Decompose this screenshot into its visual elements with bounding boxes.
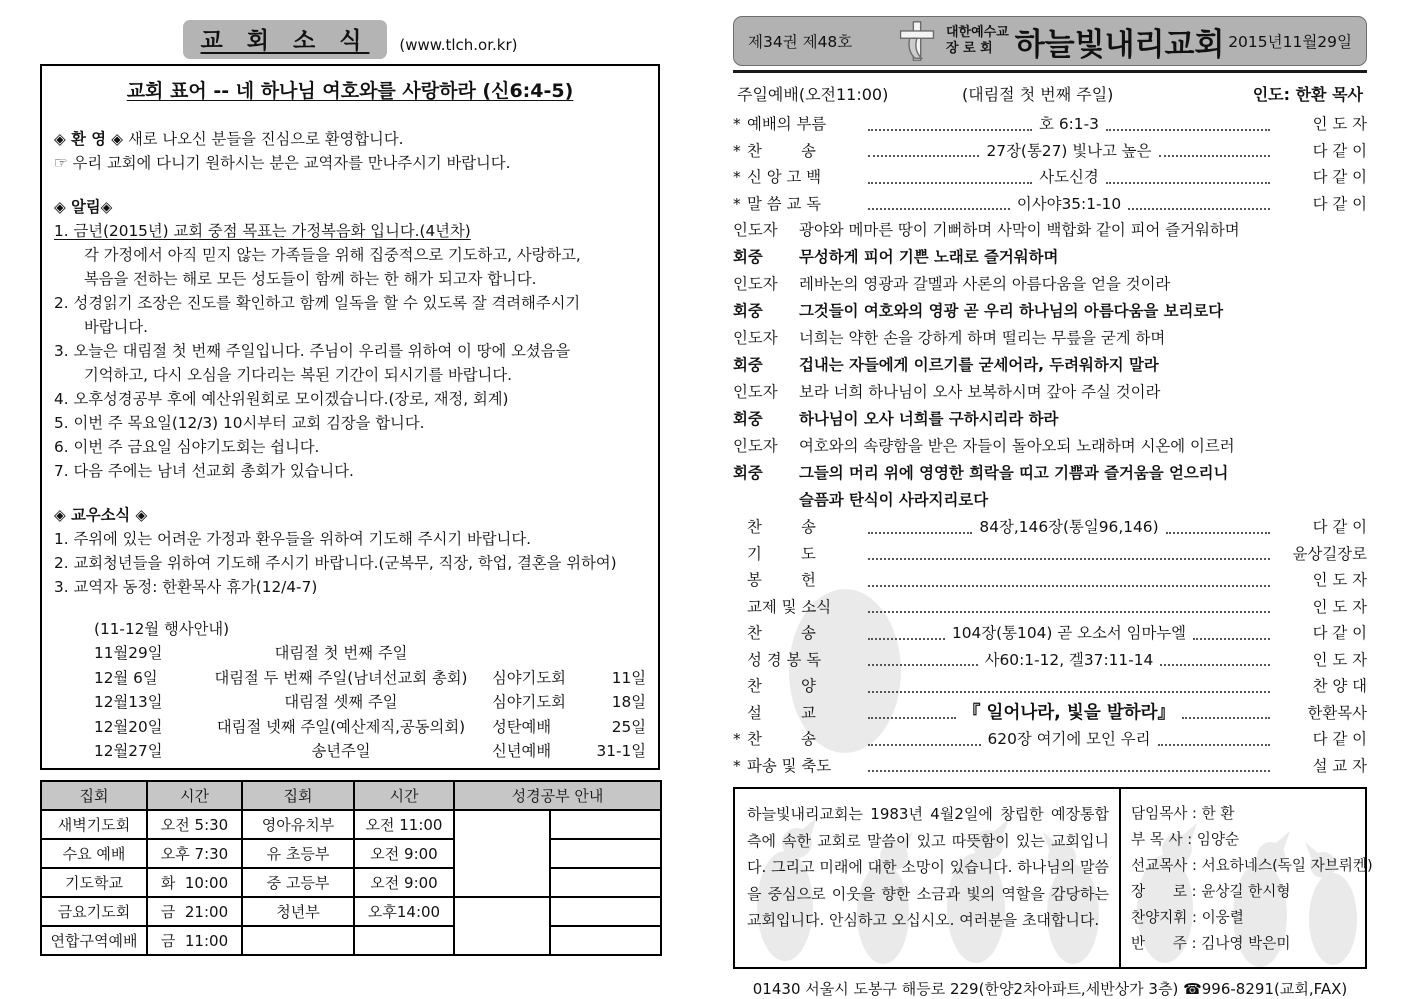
reading-role: 인도자 xyxy=(733,221,778,239)
dotted-leader xyxy=(1160,663,1270,666)
liturgy-item-label: 찬 송 xyxy=(747,730,816,748)
event-row xyxy=(94,715,646,740)
dotted-leader xyxy=(1159,154,1270,157)
dotted-leader xyxy=(1106,181,1270,184)
col-header: 집회 xyxy=(41,781,147,810)
staff-line: 찬양지휘 : 이웅렬 xyxy=(1131,909,1244,926)
reading-text: 너희는 약한 손을 강하게 하며 떨리는 무릎을 굳게 하며 xyxy=(799,329,1166,347)
church-news-title: 교 회 소 식 xyxy=(183,20,388,59)
reading-text: 보라 너희 하나님이 오사 보복하시며 갚아 주실 것이라 xyxy=(799,383,1161,401)
liturgy-line xyxy=(733,620,1367,647)
table-header-row xyxy=(41,781,661,810)
schedule-cell: 수요 예배 xyxy=(41,839,147,868)
notices-heading: ◈ 알림◈ xyxy=(54,198,113,216)
schedule-cell: 오후14:00 xyxy=(354,897,454,926)
event-extra: 성탄예배 xyxy=(492,717,552,736)
bible-study-cell xyxy=(454,897,550,955)
dotted-leader xyxy=(868,531,972,534)
star-mark: * xyxy=(733,730,741,748)
liturgy-item-label: 찬 송 xyxy=(747,624,816,642)
star-mark: * xyxy=(733,756,741,775)
liturgy-item-label: 말 씀 교 독 xyxy=(747,194,822,213)
reading-role: 인도자 xyxy=(733,437,778,455)
dotted-leader xyxy=(868,743,981,746)
schedule-cell: 청년부 xyxy=(242,897,354,926)
schedule-cell xyxy=(354,926,454,955)
col-header: 시간 xyxy=(354,781,454,810)
guide-line: ☞ 우리 교회에 다니기 원하시는 분은 교역자를 만나주시기 바랍니다. xyxy=(54,154,511,172)
reading-text: 하나님이 오사 너희를 구하시리라 하라 xyxy=(799,410,1059,428)
responsive-reading-line xyxy=(733,352,1367,379)
reading-role: 회중 xyxy=(733,410,763,428)
liturgy-item-label: 기 도 xyxy=(747,544,816,563)
reading-role: 회중 xyxy=(733,302,763,320)
liturgy-line xyxy=(733,191,1367,218)
notice-line: 바랍니다. xyxy=(84,318,148,336)
dotted-leader xyxy=(868,769,1270,772)
event-date: 11월29일 xyxy=(94,644,163,662)
reading-text: 그것들이 여호와의 영광 곧 우리 하나님의 아름다움을 보리로다 xyxy=(799,302,1224,320)
bible-study-cell xyxy=(550,810,661,839)
liturgy-line xyxy=(733,647,1367,674)
liturgy-performer: 한환목사 xyxy=(1307,703,1368,722)
event-date: 12월27일 xyxy=(94,742,163,760)
dotted-leader xyxy=(868,584,1270,587)
reading-role: 인도자 xyxy=(733,329,778,347)
schedule-cell: 금 11:00 xyxy=(147,926,242,955)
spacer xyxy=(54,175,646,195)
staff-line: 반 주 : 김나영 박은미 xyxy=(1131,935,1291,952)
event-row xyxy=(94,690,646,715)
reading-text: 무성하게 피어 기쁜 노래로 즐거워하며 xyxy=(799,248,1059,266)
denomination-name: 대한예수교 장 로 회 xyxy=(946,25,1009,56)
service-title: 주일예배(오전11:00) xyxy=(737,85,889,104)
dotted-leader xyxy=(1193,637,1270,640)
liturgy-performer: 인 도 자 xyxy=(1312,571,1367,589)
liturgy-content: 사60:1-12, 겔37:11-14 xyxy=(984,650,1154,669)
notice-line: 4. 오후성경공부 후에 예산위원회로 모이겠습니다.(장로, 재정, 회계) xyxy=(54,390,509,408)
church-intro-text: 하늘빛내리교회는 1983년 4월2일에 창립한 예장통합 측에 속한 교회로 말씀이 있고 따뜻함이 있는 교회입니다. 그리고 미래에 대한 소망이 있습니다. 하나님의 말씀을 중심으로 이웃을 향한 소금과 빛의 역할을 감당하는 교회입니다. 안심하고 오십시오. 여러분을 초대합니다. xyxy=(747,805,1109,929)
star-mark: * xyxy=(733,115,741,133)
liturgy-item-label: 찬 송 xyxy=(747,518,816,536)
liturgy-content: 27장(통27) 빛나고 높은 xyxy=(986,141,1152,160)
event-day: 11일 xyxy=(611,668,646,687)
service-leader: 인도: 한환 목사 xyxy=(1252,85,1363,104)
notice-line: 복음을 전하는 해로 모든 성도들이 함께 하는 한 해가 되고자 합니다. xyxy=(84,270,537,288)
liturgy-line sermon-line xyxy=(733,700,1367,727)
member-news-line: 2. 교회청년들을 위하여 기도해 주시기 바랍니다.(군복무, 직장, 학업, 결혼을 위하여) xyxy=(54,554,617,572)
dotted-leader xyxy=(868,557,1270,560)
liturgy-item-label: 봉 헌 xyxy=(747,571,816,589)
schedule-cell: 연합구역예배 xyxy=(41,926,147,955)
liturgy-line xyxy=(733,164,1367,191)
reading-role: 회중 xyxy=(733,464,763,482)
schedule-cell: 금요기도회 xyxy=(41,897,147,926)
service-season: (대림절 첫 번째 주일) xyxy=(962,85,1114,104)
right-page xyxy=(733,16,1373,999)
liturgy-content: 84장,146장(통일96,146) xyxy=(979,518,1159,536)
left-page xyxy=(40,20,660,956)
star-mark: * xyxy=(733,194,741,213)
schedule-cell: 기도학교 xyxy=(41,868,147,897)
liturgy-performer: 인 도 자 xyxy=(1312,597,1367,616)
event-day: 25일 xyxy=(611,717,646,736)
masthead-rule xyxy=(733,70,1367,73)
dotted-leader xyxy=(868,690,1270,693)
liturgy-item-label: 찬 송 xyxy=(747,141,816,160)
liturgy-line xyxy=(733,594,1367,621)
col-header: 시간 xyxy=(147,781,242,810)
table-row xyxy=(41,839,661,868)
dotted-leader xyxy=(868,128,1032,131)
responsive-reading-line xyxy=(733,298,1367,325)
responsive-reading-line xyxy=(733,244,1367,271)
schedule-cell: 금 21:00 xyxy=(147,897,242,926)
notice-line: 3. 오늘은 대림절 첫 번째 주일입니다. 주님이 우리를 위하여 이 땅에 오셨음을 xyxy=(54,342,571,360)
responsive-reading-line xyxy=(733,406,1367,433)
liturgy-line xyxy=(733,111,1367,138)
table-row xyxy=(41,926,661,955)
left-page-header xyxy=(40,20,660,59)
schedule-cell: 영아유치부 xyxy=(242,810,354,839)
responsive-reading-line xyxy=(733,460,1367,487)
event-day xyxy=(588,641,646,666)
star-mark: * xyxy=(733,141,741,160)
bible-study-cell xyxy=(550,926,661,955)
notice-line: 6. 이번 주 금요일 심야기도회는 쉽니다. xyxy=(54,438,320,456)
event-row xyxy=(94,641,646,666)
event-extra xyxy=(492,641,588,666)
responsive-reading-line xyxy=(733,487,1367,514)
liturgy-item-label: 교제 및 소식 xyxy=(747,597,832,616)
address-line: 01430 서울시 도봉구 해등로 229(한양2차아파트,세반상가 3층) ☎996-8291(교회,FAX) xyxy=(752,980,1348,998)
table-row xyxy=(41,897,661,926)
event-extra: 심야기도회 xyxy=(492,693,566,711)
announcements-box xyxy=(40,64,660,770)
welcome-text: 새로 나오신 분들을 진심으로 환영합니다. xyxy=(127,130,404,148)
liturgy-content: 104장(통104) 곧 오소서 임마누엘 xyxy=(951,624,1187,642)
events-heading: (11-12월 행사안내) xyxy=(94,620,230,638)
bible-study-cell xyxy=(550,868,661,897)
staff-line: 선교목사 : 서요하네스(독일 자브뤼켄) xyxy=(1131,857,1373,874)
member-news-line: 3. 교역자 동정: 한환목사 휴가(12/4-7) xyxy=(54,578,318,596)
notice-line: 1. 금년(2015년) 교회 중점 목표는 가정복음화 입니다.(4년차) xyxy=(54,222,471,240)
event-day: 31-1일 xyxy=(596,742,646,760)
dotted-leader xyxy=(868,663,978,666)
liturgy-performer: 다 같 이 xyxy=(1312,624,1367,642)
schedule-cell: 새벽기도회 xyxy=(41,810,147,839)
table-row xyxy=(41,810,661,839)
event-date: 12월 6일 xyxy=(94,668,158,687)
event-date: 12월13일 xyxy=(94,693,163,711)
reading-role xyxy=(733,487,799,514)
event-date: 12월20일 xyxy=(94,717,163,736)
liturgy-performer: 다 같 이 xyxy=(1312,168,1368,186)
reading-text: 여호와의 속량함을 받은 자들이 돌아오되 노래하며 시온에 이르러 xyxy=(799,437,1235,455)
dotted-leader xyxy=(1128,207,1270,210)
welcome-heading: ◈ 환 영 ◈ xyxy=(54,130,124,148)
staff-list xyxy=(1119,789,1373,967)
dotted-leader xyxy=(868,716,956,719)
event-row xyxy=(94,739,646,764)
bible-study-cell xyxy=(550,897,661,926)
liturgy-performer: 인 도 자 xyxy=(1312,115,1367,133)
spacer xyxy=(54,483,646,503)
dotted-leader xyxy=(868,637,945,640)
event-extra: 신년예배 xyxy=(492,742,552,760)
church-name: 하늘빛내리교회 xyxy=(1014,26,1225,63)
schedule-cell: 오전 5:30 xyxy=(147,810,242,839)
sermon-title: 『 일어나라, 빛을 발하라』 xyxy=(962,702,1176,723)
star-mark: * xyxy=(733,168,741,186)
notice-line: 7. 다음 주에는 남녀 선교회 총회가 있습니다. xyxy=(54,462,354,480)
event-extra: 심야기도회 xyxy=(492,668,566,687)
table-row xyxy=(41,868,661,897)
col-header: 집회 xyxy=(242,781,354,810)
reading-role: 회중 xyxy=(733,356,763,374)
liturgy-line xyxy=(733,541,1367,568)
bible-study-cell xyxy=(454,810,550,897)
bible-study-cell xyxy=(550,839,661,868)
event-row xyxy=(94,666,646,691)
responsive-reading-line xyxy=(733,379,1367,406)
schedule-table xyxy=(40,780,662,956)
member-news-heading: ◈ 교우소식 ◈ xyxy=(54,506,148,524)
church-motto: 교회 표어 -- 네 하나님 여호와를 사랑하라 (신6:4-5) xyxy=(126,80,574,102)
issue-date: 2015년11월29일 xyxy=(1228,33,1352,51)
reading-text: 광야와 메마른 땅이 기뻐하며 사막이 백합화 같이 피어 즐거워하며 xyxy=(799,221,1240,239)
dotted-leader xyxy=(1182,716,1270,719)
schedule-cell: 오후 7:30 xyxy=(147,839,242,868)
liturgy-performer: 다 같 이 xyxy=(1312,141,1368,160)
notice-line: 기억하고, 다시 오심을 기다리는 복된 기간이 되시기를 바랍니다. xyxy=(84,366,512,384)
staff-line: 담임목사 : 한 환 xyxy=(1131,805,1235,822)
liturgy-performer: 다 같 이 xyxy=(1312,518,1367,536)
reading-text: 그들의 머리 위에 영영한 희락을 띠고 기쁨과 즐거움을 얻으리니 xyxy=(799,464,1229,482)
service-info xyxy=(737,82,1363,105)
dotted-leader xyxy=(1158,743,1271,746)
reading-text: 겁내는 자들에게 이르기를 굳세어라, 두려워하지 말라 xyxy=(799,356,1159,374)
dotted-leader xyxy=(868,181,1032,184)
notice-line: 각 가정에서 아직 믿지 않는 가족들을 위해 집중적으로 기도하고, 사랑하고, xyxy=(84,246,581,264)
liturgy-performer: 인 도 자 xyxy=(1312,650,1367,669)
right-page-content xyxy=(733,16,1373,999)
dotted-leader xyxy=(868,154,979,157)
website-url: (www.tlch.or.kr) xyxy=(399,36,518,54)
liturgy-content: 사도신경 xyxy=(1039,168,1099,186)
event-title: 대림절 셋째 주일 xyxy=(284,693,398,711)
dotted-leader xyxy=(1166,531,1270,534)
volume-label: 제34권 제48호 xyxy=(748,33,853,51)
schedule-cell xyxy=(242,926,354,955)
church-intro-box xyxy=(733,787,1373,969)
event-title: 대림절 첫 번째 주일 xyxy=(274,644,408,662)
dotted-leader xyxy=(1106,128,1270,131)
reading-role: 회중 xyxy=(733,248,763,266)
reading-role: 인도자 xyxy=(733,383,778,401)
liturgy-line xyxy=(733,138,1367,165)
responsive-reading-line xyxy=(733,325,1367,352)
liturgy-item-label: 신 앙 고 백 xyxy=(747,168,822,186)
responsive-reading-line xyxy=(733,433,1367,460)
liturgy-item-label: 예배의 부름 xyxy=(747,115,827,133)
liturgy-item-label: 파송 및 축도 xyxy=(747,756,832,775)
liturgy-line xyxy=(733,514,1367,541)
member-news-line: 1. 주위에 있는 어려운 가정과 환우들을 위하여 기도해 주시기 바랍니다. xyxy=(54,530,531,548)
schedule-cell: 오전 9:00 xyxy=(354,868,454,897)
masthead xyxy=(733,16,1367,66)
liturgy-performer: 찬 양 대 xyxy=(1312,677,1367,695)
liturgy-item-label: 성 경 봉 독 xyxy=(747,650,822,669)
dotted-leader xyxy=(868,610,1270,613)
welcome-line xyxy=(54,127,646,151)
denomination-cross-icon xyxy=(896,20,938,62)
event-title: 송년주일 xyxy=(311,742,371,760)
liturgy-performer: 윤상길장로 xyxy=(1292,544,1367,563)
liturgy-line xyxy=(733,726,1367,753)
event-title: 대림절 넷째 주일(예산제직,공동의회) xyxy=(216,717,466,736)
liturgy-content: 호 6:1-3 xyxy=(1039,115,1099,133)
col-header-bible-study: 성경공부 안내 xyxy=(454,781,661,810)
responsive-reading-line xyxy=(733,271,1367,298)
responsive-reading-line xyxy=(733,217,1367,244)
liturgy-line xyxy=(733,753,1367,780)
staff-line: 부 목 사 : 임양순 xyxy=(1131,831,1240,848)
schedule-cell: 화 10:00 xyxy=(147,868,242,897)
liturgy-content: 620장 여기에 모인 우리 xyxy=(987,730,1151,748)
dotted-leader xyxy=(868,207,1010,210)
notice-line: 2. 성경읽기 조장은 진도를 확인하고 함께 일독을 할 수 있도록 잘 격려해주시기 xyxy=(54,294,581,312)
events-section xyxy=(94,617,646,764)
liturgy-performer: 다 같 이 xyxy=(1312,194,1367,213)
liturgy-performer: 다 같 이 xyxy=(1312,730,1367,748)
liturgy-item-label: 찬 양 xyxy=(747,677,816,695)
event-title: 대림절 두 번째 주일(남녀선교회 총회) xyxy=(214,668,468,687)
notice-line: 5. 이번 주 목요일(12/3) 10시부터 교회 김장을 합니다. xyxy=(54,414,425,432)
liturgy-line xyxy=(733,673,1367,700)
event-day: 18일 xyxy=(611,693,646,711)
schedule-cell: 오전 9:00 xyxy=(354,839,454,868)
reading-text: 레바논의 영광과 갈멜과 사론의 아름다움을 얻을 것이라 xyxy=(799,275,1171,293)
liturgy-performer: 설 교 자 xyxy=(1312,756,1367,775)
liturgy-content: 이사야35:1-10 xyxy=(1016,194,1122,213)
reading-role: 인도자 xyxy=(733,275,778,293)
schedule-cell: 유 초등부 xyxy=(242,839,354,868)
reading-text: 슬픔과 탄식이 사라지리로다 xyxy=(799,491,989,509)
schedule-cell: 오전 11:00 xyxy=(354,810,454,839)
liturgy-item-label: 설 교 xyxy=(747,703,816,722)
liturgy-line xyxy=(733,567,1367,594)
staff-line: 장 로 : 윤상길 한시형 xyxy=(1131,883,1291,900)
schedule-cell: 중 고등부 xyxy=(242,868,354,897)
